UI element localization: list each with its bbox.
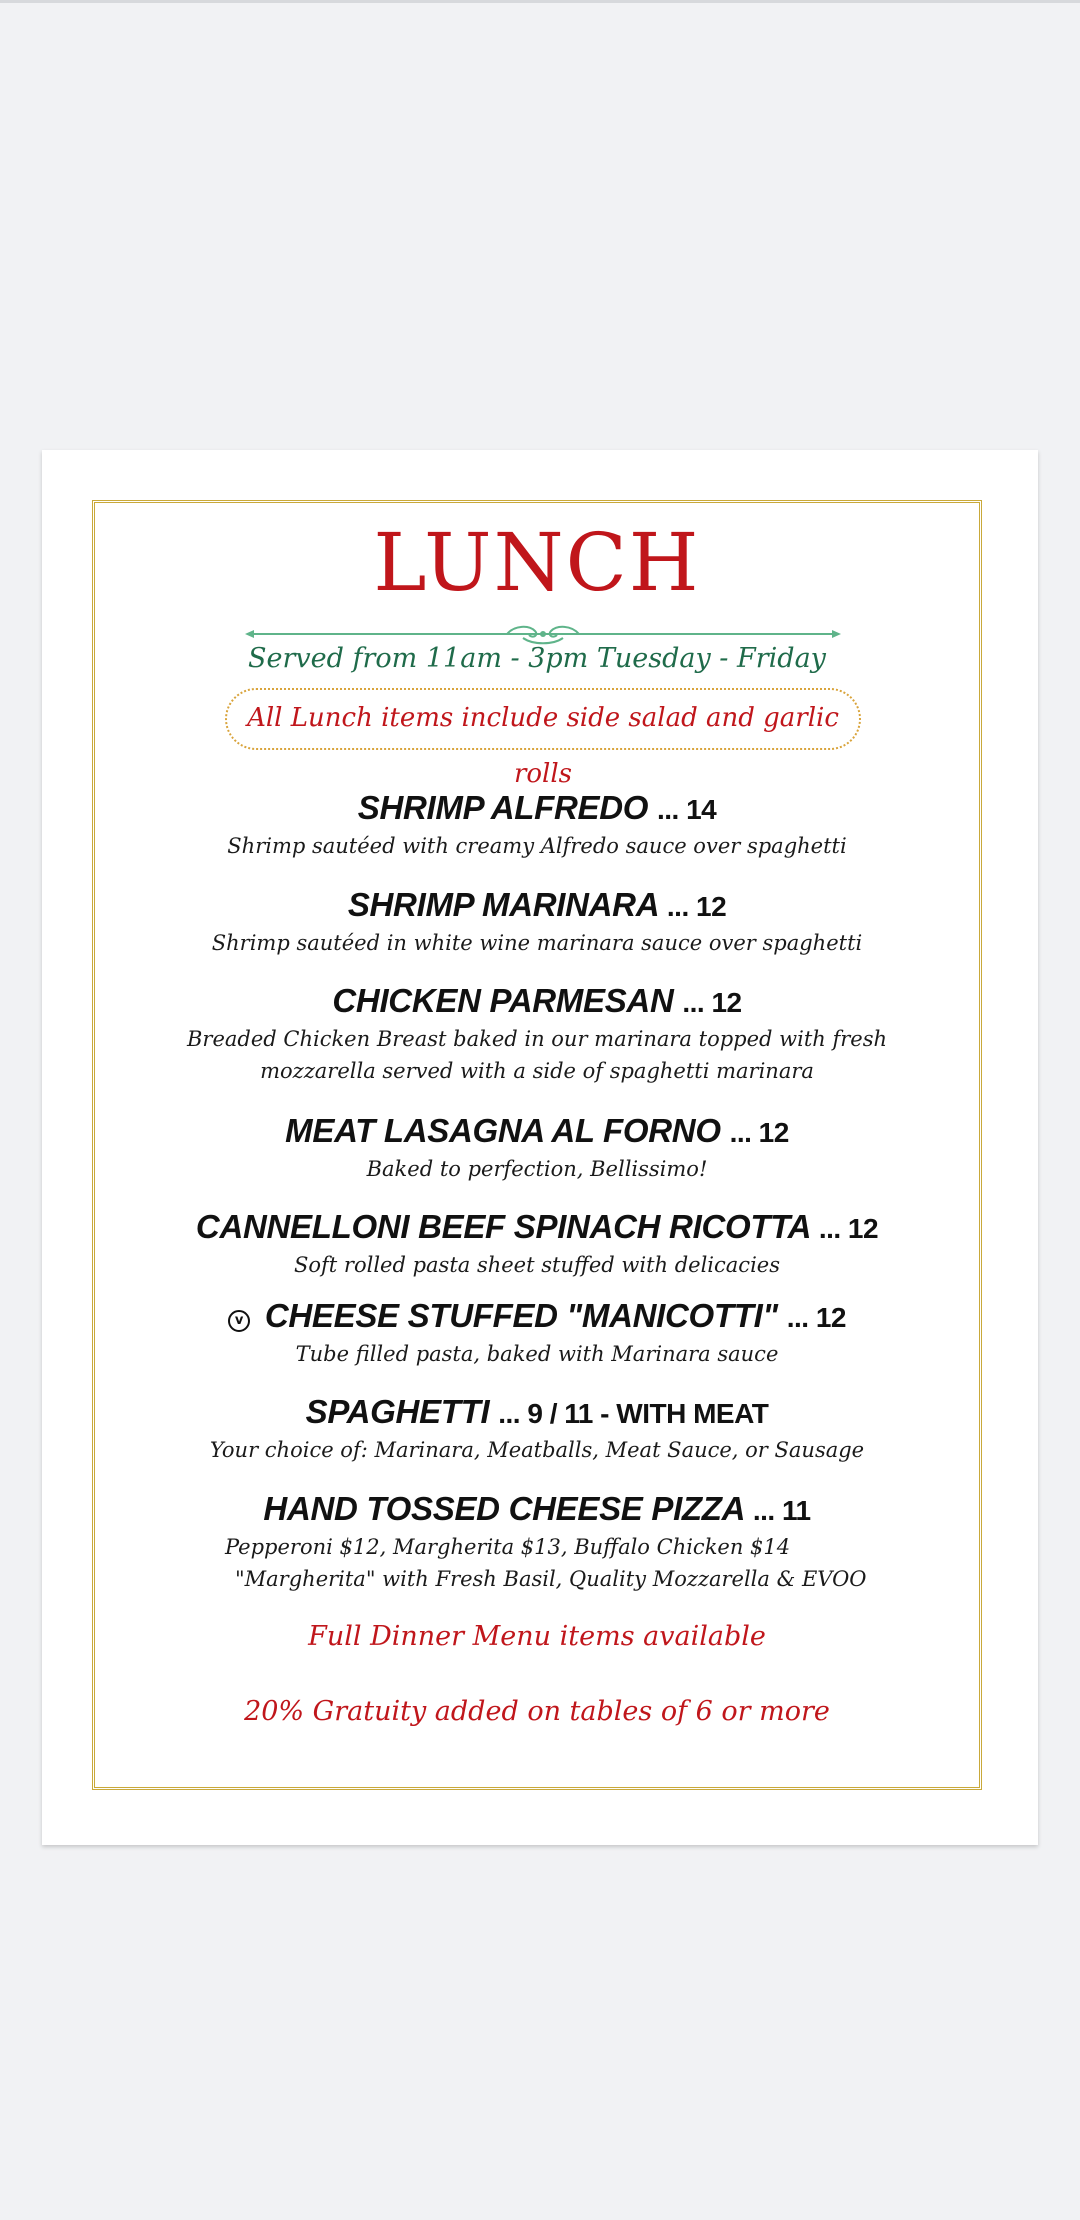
item-name: CHICKEN PARMESAN <box>332 982 674 1019</box>
item-description: Pepperoni $12, Margherita $13, Buffalo Chicken $14 <box>225 1535 791 1559</box>
item-description: "Margherita" with Fresh Basil, Quality Mozzarella & EVOO <box>235 1567 867 1591</box>
item-price: ... 11 <box>752 1495 811 1526</box>
menu-item <box>95 788 979 862</box>
item-name: SPAGHETTI <box>305 1393 490 1430</box>
menu-card <box>42 450 1038 1845</box>
item-name: HAND TOSSED CHEESE PIZZA <box>263 1490 744 1527</box>
item-name: SHRIMP MARINARA <box>347 886 659 923</box>
menu-item <box>95 1392 979 1466</box>
item-price: ... 14 <box>656 794 717 825</box>
menu-item <box>95 1111 979 1185</box>
menu-item <box>95 1489 979 1595</box>
menu-content <box>95 503 979 1787</box>
menu-title: LUNCH <box>373 516 701 609</box>
status-strip <box>0 0 1080 3</box>
item-name: CANNELLONI BEEF SPINACH RICOTTA <box>195 1208 810 1245</box>
menu-frame <box>92 500 982 1790</box>
menu-item <box>95 981 979 1087</box>
includes-note: All Lunch items include side salad and garlic rolls <box>225 688 861 750</box>
item-description: Shrimp sautéed with creamy Alfredo sauce over spaghetti <box>227 834 847 858</box>
item-description: Baked to perfection, Bellissimo! <box>366 1157 708 1181</box>
menu-item <box>95 1207 979 1281</box>
gratuity-note: 20% Gratuity added on tables of 6 or more <box>244 1696 830 1727</box>
item-price: ... 12 <box>786 1302 846 1333</box>
dinner-note: Full Dinner Menu items available <box>308 1621 766 1652</box>
menu-item <box>95 885 979 959</box>
item-price: ... 9 / 11 - WITH MEAT <box>498 1398 769 1429</box>
item-description: Tube filled pasta, baked with Marinara sauce <box>295 1342 779 1366</box>
item-name: MEAT LASAGNA AL FORNO <box>285 1112 721 1149</box>
served-hours: Served from 11am - 3pm Tuesday - Friday <box>248 643 826 674</box>
item-price: ... 12 <box>682 987 742 1018</box>
item-name: SHRIMP ALFREDO <box>357 789 649 826</box>
item-description: Breaded Chicken Breast baked in our marinara topped with fresh <box>186 1027 888 1051</box>
item-description: Your choice of: Marinara, Meatballs, Meat Sauce, or Sausage <box>209 1438 865 1462</box>
item-description: mozzarella served with a side of spaghetti marinara <box>260 1059 814 1083</box>
item-price: ... 12 <box>729 1117 789 1148</box>
item-description: Shrimp sautéed in white wine marinara sauce over spaghetti <box>211 931 863 955</box>
item-description: Soft rolled pasta sheet stuffed with delicacies <box>294 1253 780 1277</box>
item-price: ... 12 <box>666 891 727 922</box>
item-name: CHEESE STUFFED "MANICOTTI" <box>264 1297 778 1334</box>
item-price: ... 12 <box>818 1213 879 1244</box>
menu-item <box>95 1296 979 1370</box>
vegetarian-icon: v <box>228 1310 250 1332</box>
